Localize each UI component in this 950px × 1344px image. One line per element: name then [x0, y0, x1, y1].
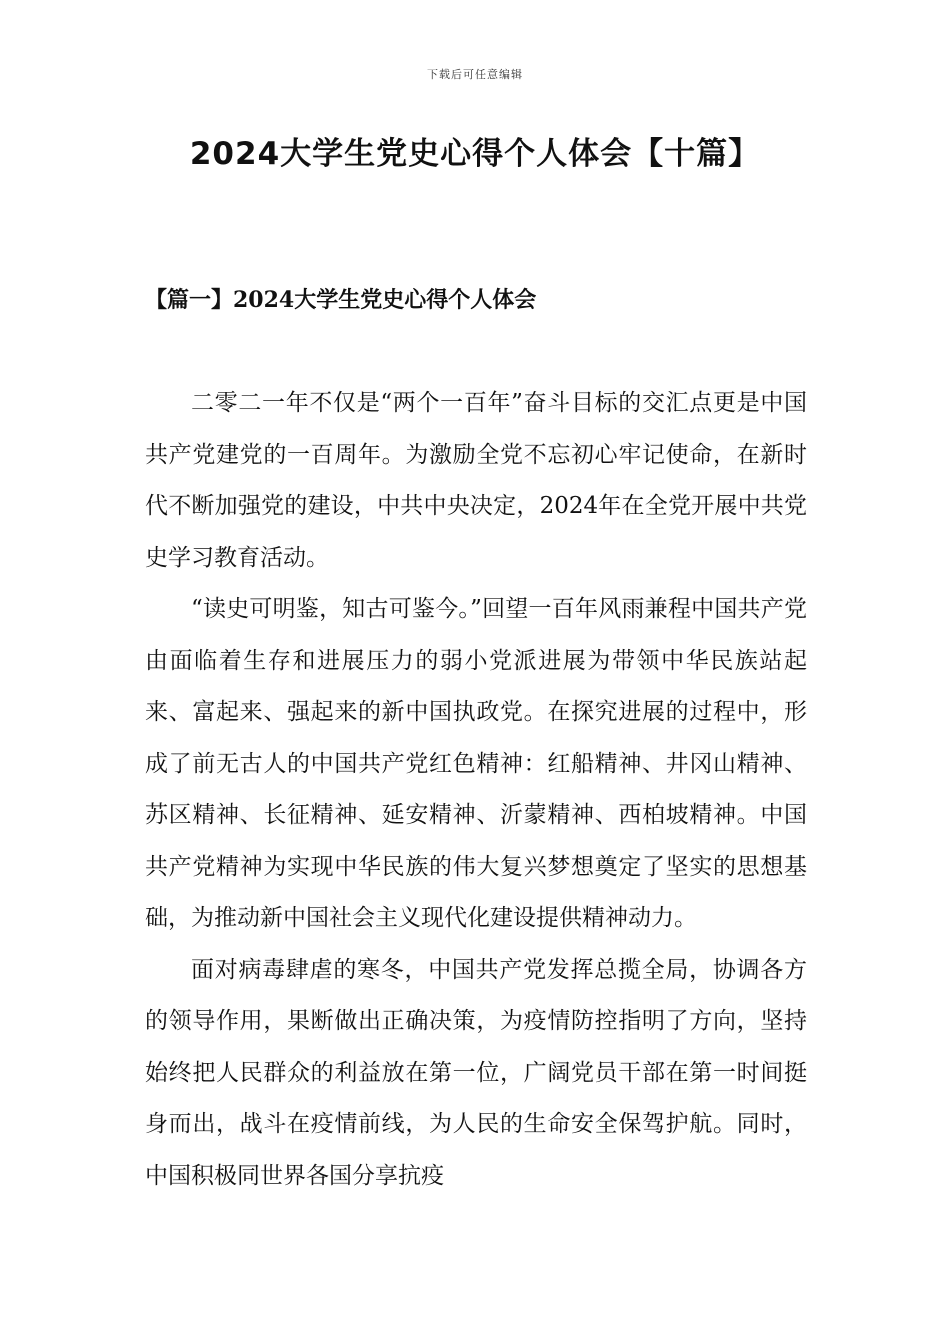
section-heading: 【篇一】2024大学生党史心得个人体会: [145, 287, 537, 313]
paragraph-2: “读史可明鉴，知古可鉴今。”回望一百年风雨兼程中国共产党由面临着生存和进展压力的弱小党派进展为带领中华民族站起来、富起来、强起来的新中国执政党。在探究进展的过程中，形成了前无古人的中国共产党红色精神：红船精神、井冈山精神、苏区精神、长征精神、延安精神、沂蒙精神、西柏坡精神。中国共产党精神为实现中华民族的伟大复兴梦想奠定了坚实的思想基础，为推动新中国社会主义现代化建设提供精神动力。: [145, 596, 807, 931]
document-title: 2024大学生党史心得个人体会【十篇】: [189, 136, 761, 172]
paragraph-1: 二零二一年不仅是“两个一百年”奋斗目标的交汇点更是中国共产党建党的一百周年。为激励全党不忘初心牢记使命，在新时代不断加强党的建设，中共中央决定，2024年在全党开展中共党史学习教育活动。: [145, 390, 807, 571]
paragraph-3: 面对病毒肆虐的寒冬，中国共产党发挥总揽全局，协调各方的领导作用，果断做出正确决策，为疫情防控指明了方向，坚持始终把人民群众的利益放在第一位，广阔党员干部在第一时间挺身而出，战斗在疫情前线，为人民的生命安全保驾护航。同时，中国积极同世界各国分享抗疫: [145, 956, 807, 1189]
header-note: 下载后可任意编辑: [427, 68, 523, 81]
body-text: [145, 378, 807, 1202]
